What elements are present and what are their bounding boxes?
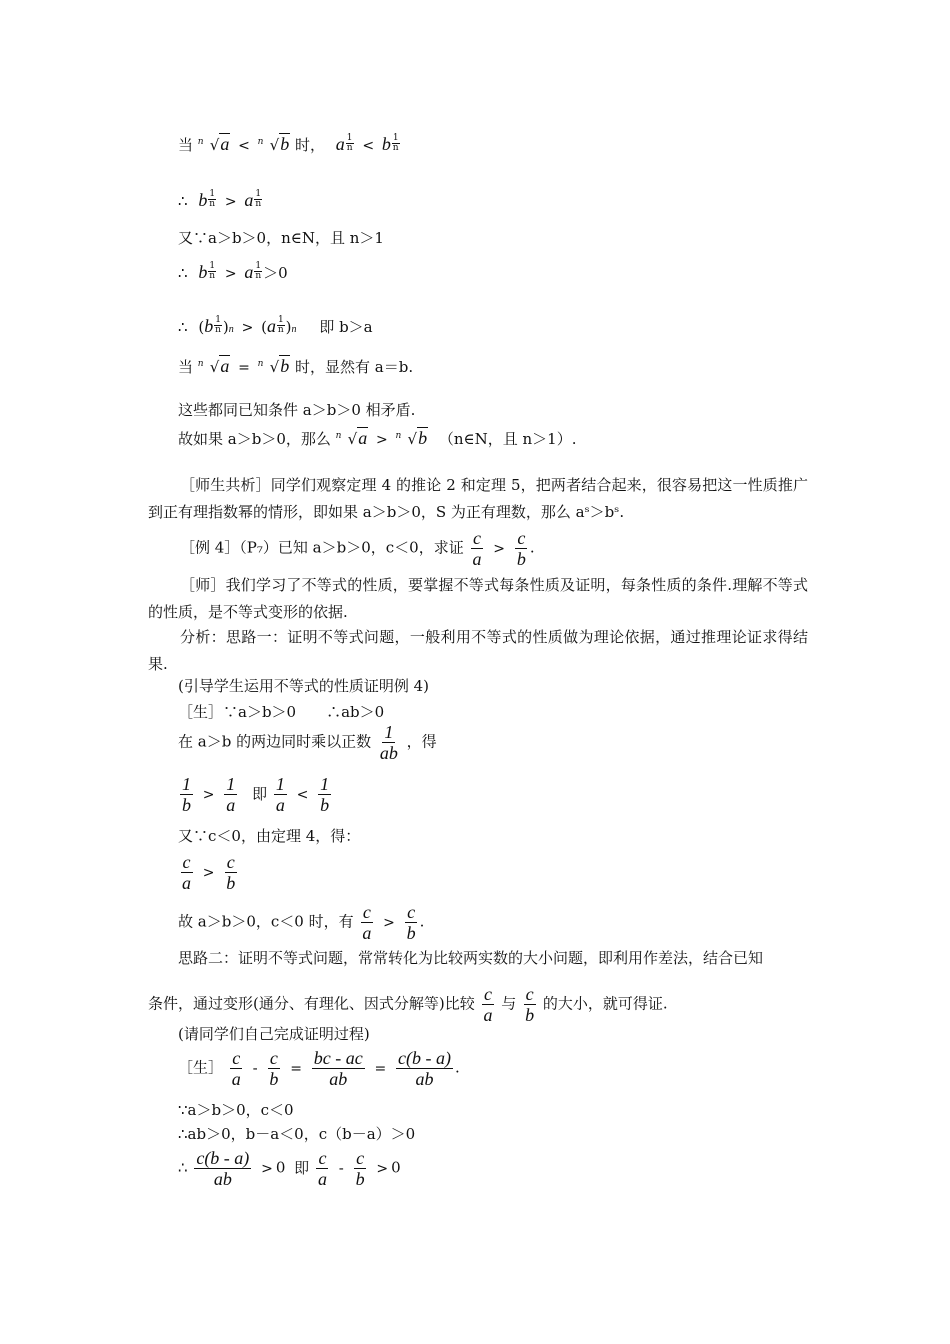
nth-root-b: n √b bbox=[257, 134, 290, 154]
paragraph-approach-2a: 思路二：证明不等式问题，常常转化为比较两实数的大小问题，即利用作差法，结合已知 bbox=[178, 949, 764, 967]
nth-root-a: n √a bbox=[197, 134, 230, 154]
line-case-less: 当 n √a < n √b 时， a $\frac{1}{n}$ < b $\frac{1}{n}$ bbox=[178, 133, 399, 154]
text: 时， bbox=[295, 136, 326, 154]
paragraph-analysis: 分析：思路一：证明不等式问题，一般利用不等式的性质做为理论依据，通过推理论证求得结果. bbox=[148, 628, 808, 673]
line-final: ∴ $\frac{c(b - a)}{ab}$ > 0 即 $\frac{c}{a}$ - $\frac{c}{b}$ > 0 bbox=[178, 1148, 401, 1189]
line-hence: ∴ab＞0，b－a＜0，c（b－a）＞0 bbox=[178, 1125, 416, 1143]
paragraph-teacher: ［师］我们学习了不等式的性质，要掌握不等式每条性质及证明，每条性质的条件.理解不等式的性质，是不等式变形的依据. bbox=[148, 576, 808, 621]
line-c-negative: 又∵c＜0，由定理 4，得： bbox=[178, 827, 361, 845]
line-contradiction: 这些都同已知条件 a＞b＞0 相矛盾. bbox=[178, 401, 416, 419]
line-self: (请同学们自己完成证明过程) bbox=[178, 1025, 370, 1043]
example-4: ［例 4］（P₇）已知 a＞b＞0，c＜0，求证 $\frac{c}{a}$ > $\frac{c}{b}$ . bbox=[180, 528, 535, 569]
text: 当 bbox=[178, 136, 194, 154]
line-guide: (引导学生运用不等式的性质证明例 4) bbox=[178, 677, 430, 695]
line-therefore-1: ∴ b $\frac{1}{n}$ > a $\frac{1}{n}$ bbox=[178, 189, 262, 210]
line-student-2: ［生］ $\frac{c}{a}$ - $\frac{c}{b}$ = $\frac{bc - ac}{ab}$ = $\frac{c(b - a)}{ab}$ . bbox=[178, 1048, 460, 1089]
line-case-equal: 当 n √a = n √b 时，显然有 a＝b. bbox=[178, 356, 414, 376]
paragraph-approach-2b: 条件，通过变形(通分、有理化、因式分解等)比较 $\frac{c}{a}$ 与 $\frac{c}{b}$ 的大小，就可得证. bbox=[148, 984, 668, 1025]
line-therefore-3: ∴ (b $\frac{1}{n}$ )n > (a $\frac{1}{n}$ )n 即 b＞a bbox=[178, 315, 373, 336]
paragraph-discussion: ［师生共析］同学们观察定理 4 的推论 2 和定理 5，把两者结合起来，很容易把这一性质推广到正有理指数幂的情形，即如果 a＞b＞0，S 为正有理数，那么 aˢ＞bˢ. bbox=[148, 476, 808, 521]
line-reciprocal: $\frac{1}{b}$ > $\frac{1}{a}$ 即 $\frac{1}{a}$ < $\frac{1}{b}$ bbox=[182, 774, 330, 815]
line-result-1: $\frac{c}{a}$ > $\frac{c}{b}$ bbox=[182, 852, 236, 893]
line-therefore-result: 故 a＞b＞0，c＜0 时，有 $\frac{c}{a}$ > $\frac{c}{b}$ . bbox=[178, 902, 425, 943]
line-since-2: ∵a＞b＞0，c＜0 bbox=[178, 1101, 294, 1119]
line-student-1: ［生］∵a＞b＞0 ∴ab＞0 bbox=[178, 703, 385, 721]
line-multiply: 在 a＞b 的两边同时乘以正数 $\frac{1}{ab}$ ，得 bbox=[178, 722, 437, 763]
line-therefore-2: ∴ b $\frac{1}{n}$ > a $\frac{1}{n}$ ＞0 bbox=[178, 261, 288, 282]
line-since-conditions: 又∵a＞b＞0，n∈N，且 n＞1 bbox=[178, 229, 384, 247]
line-conclusion: 故如果 a＞b＞0，那么 n √a > n √b （n∈N，且 n＞1）. bbox=[178, 428, 577, 448]
